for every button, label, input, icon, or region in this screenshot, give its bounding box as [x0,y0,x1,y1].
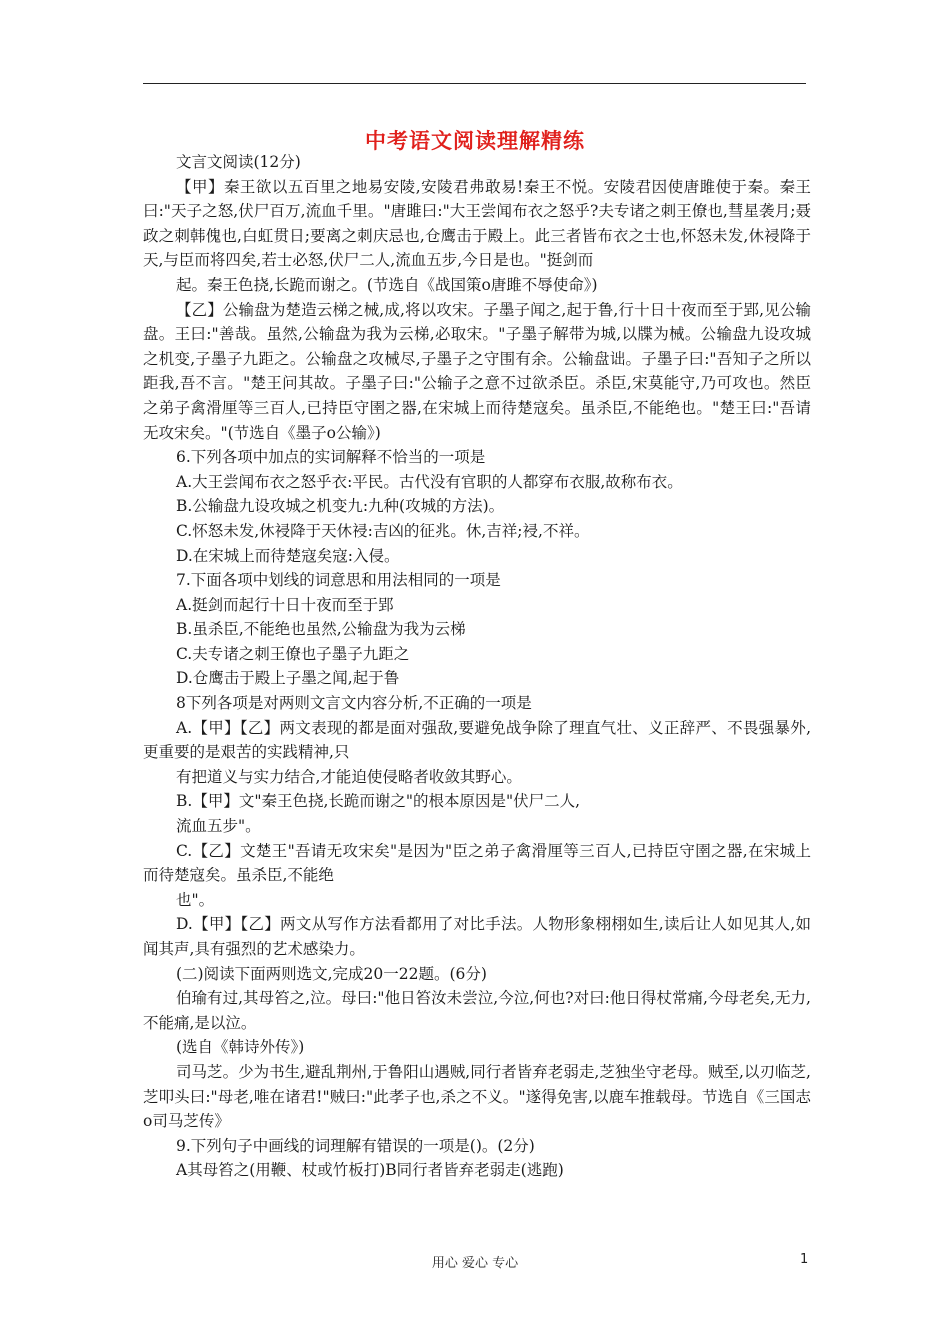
document-body [143,150,811,1183]
paragraph: A其母笞之(用鞭、杖或竹板打)B同行者皆弃老弱走(逃跑) [176,1161,564,1180]
paragraph: D.在宋城上而待楚寇矣寇:入侵。 [176,546,400,565]
paragraph: A.大王尝闻布衣之怒乎衣:平民。古代没有官职的人都穿布衣服,故称布衣。 [176,472,683,491]
paragraph: 有把道义与实力结合,才能迫使侵略者收敛其野心。 [176,767,522,786]
footer-text: 用心 爱心 专心 [431,1256,519,1271]
paragraph: 【乙】公输盘为楚造云梯之械,成,将以攻宋。子墨子闻之,起于鲁,行十日十夜而至于郢,见公输盘。王曰:"善哉。虽然,公输盘为我为云梯,必取宋。"子墨子解带为城,以牒为械。公输盘九设攻城之机变,子墨子九距之。公输盘之攻械尽,子墨子之守围有余。公输盘诎。子墨子曰:"吾知子之所以距我,吾不言。"楚王问其故。子墨子曰:"公输子之意不过欲杀臣。杀臣,宋莫能守,乃可攻也。然臣之弟子禽滑厘等三百人,已持臣守圉之器,在宋城上而待楚寇矣。虽杀臣,不能绝也。"楚王曰:"吾请无攻宋矣。"(节选自《墨子o公输》) [143,300,811,442]
paragraph: 【甲】秦王欲以五百里之地易安陵,安陵君弗敢易!秦王不悦。安陵君因使唐雎使于秦。秦王曰:"天子之怒,伏尸百万,流血千里。"唐雎曰:"大王尝闻布衣之怒乎?夫专诸之刺王僚也,彗星袭月;聂政之刺韩傀也,白虹贯日;要离之刺庆忌也,仓鹰击于殿上。此三者皆布衣之士也,怀怒未发,休祲降于天,与臣而将四矣,若士必怒,伏尸二人,流血五步,今日是也。"挺剑而 [143,177,811,270]
paragraph: C.怀怒未发,休祲降于天休祲:吉凶的征兆。休,吉祥;祲,不祥。 [176,521,590,540]
paragraph: B.虽杀臣,不能绝也虽然,公输盘为我为云梯 [176,620,466,639]
paragraph: 7.下面各项中划线的词意思和用法相同的一项是 [176,571,501,590]
paragraph: 司马芝。少为书生,避乱荆州,于鲁阳山遇贼,同行者皆弃老弱走,芝独坐守老母。贼至,以刃临芝,芝叩头曰:"母老,唯在诸君!"贼曰:"此孝子也,杀之不义。"遂得免害,以鹿车推载母。节选自《三国志o司马芝传》 [143,1062,811,1131]
paragraph: B.公输盘九设攻城之机变九:九种(攻城的方法)。 [176,497,505,516]
header-rule [143,83,806,84]
paragraph: (选自《韩诗外传》) [176,1038,305,1057]
paragraph: (二)阅读下面两则选文,完成20一22题。(6分) [176,964,487,983]
paragraph: 9.下列句子中画线的词理解有错误的一项是()。(2分) [176,1136,535,1155]
paragraph: C.【乙】文楚王"吾请无攻宋矣"是因为"臣之弟子禽滑厘等三百人,已持臣守圉之器,在宋城上而待楚寇矣。虽杀臣,不能绝 [143,841,811,885]
paragraph: B.【甲】文"秦王色挠,长跪而谢之"的根本原因是"伏尸二人, [176,792,581,811]
paragraph: 文言文阅读(12分) [176,153,301,171]
paragraph: 伯瑜有过,其母笞之,泣。母曰:"他日笞汝未尝泣,今泣,何也?对曰:他日得杖常痛,今母老矣,无力,不能痛,是以泣。 [143,989,811,1032]
paragraph: A.【甲】【乙】两文表现的都是面对强敌,要避免战争除了理直气壮、义正辞严、不畏强暴外,更重要的是艰苦的实践精神,只 [143,718,811,762]
paragraph: 起。秦王色挠,长跪而谢之。(节选自《战国策o唐雎不辱使命》) [176,275,598,294]
paragraph: 8下列各项是对两则文言文内容分析,不正确的一项是 [176,694,532,713]
paragraph: D.仓鹰击于殿上子墨之闻,起于鲁 [176,669,400,688]
paragraph: D.【甲】【乙】两文从写作方法看都用了对比手法。人物形象栩栩如生,读后让人如见其人,如闻其声,具有强烈的艺术感染力。 [143,915,811,958]
paragraph: C.夫专诸之刺王僚也子墨子九距之 [176,644,410,663]
paragraph: A.挺剑而起行十日十夜而至于郢 [176,595,394,614]
page-title: 中考语文阅读理解精练 [365,129,585,153]
paragraph: 也"。 [176,890,215,909]
page-number: 1 [800,1252,809,1267]
paragraph: 6.下列各项中加点的实词解释不恰当的一项是 [176,448,486,467]
paragraph: 流血五步"。 [176,817,261,836]
